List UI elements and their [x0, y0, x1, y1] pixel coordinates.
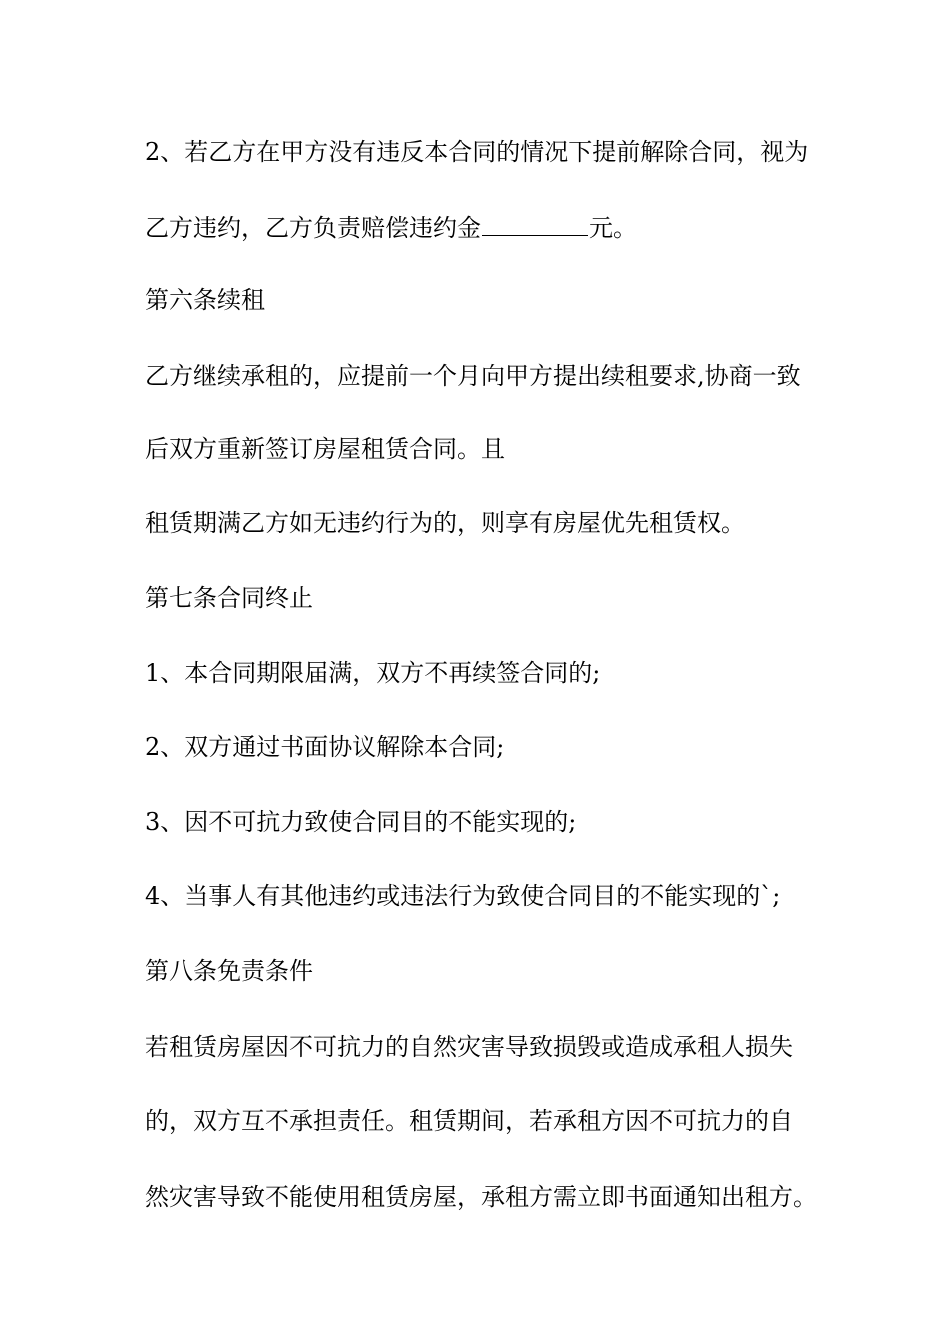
- clause-8-line-3: 然灾害导致不能使用租赁房屋，承租方需立即书面通知出租方。: [145, 1183, 817, 1211]
- clause-7-item-2: 2、双方通过书面协议解除本合同;: [145, 733, 505, 761]
- penalty-text: 乙方违约，乙方负责赔偿违约金: [145, 214, 481, 242]
- clause-6-heading: 第六条续租: [145, 286, 265, 314]
- penalty-unit: 元。: [589, 214, 637, 242]
- clause-8-line-2: 的，双方互不承担责任。租赁期间，若承租方因不可抗力的自: [145, 1107, 793, 1135]
- clause-6-line-3: 租赁期满乙方如无违约行为的，则享有房屋优先租赁权。: [145, 509, 745, 537]
- clause-8-line-1: 若租赁房屋因不可抗力的自然灾害导致损毁或造成承租人损失: [145, 1033, 793, 1061]
- clause-8-heading: 第八条免责条件: [145, 957, 313, 985]
- clause-5-item-2-line-2: [145, 211, 825, 244]
- clause-7-item-4: 4、当事人有其他违约或违法行为致使合同目的不能实现的`;: [145, 882, 781, 910]
- penalty-amount-blank: [482, 211, 588, 236]
- clause-6-line-1: 乙方继续承租的，应提前一个月向甲方提出续租要求,协商一致: [145, 362, 801, 390]
- clause-7-item-1: 1、本合同期限届满，双方不再续签合同的;: [145, 659, 601, 687]
- clause-5-item-2-line-1: 2、若乙方在甲方没有违反本合同的情况下提前解除合同，视为: [145, 138, 809, 166]
- clause-6-line-2: 后双方重新签订房屋租赁合同。且: [145, 435, 505, 463]
- clause-7-heading: 第七条合同终止: [145, 584, 313, 612]
- clause-7-item-3: 3、因不可抗力致使合同目的不能实现的;: [145, 808, 577, 836]
